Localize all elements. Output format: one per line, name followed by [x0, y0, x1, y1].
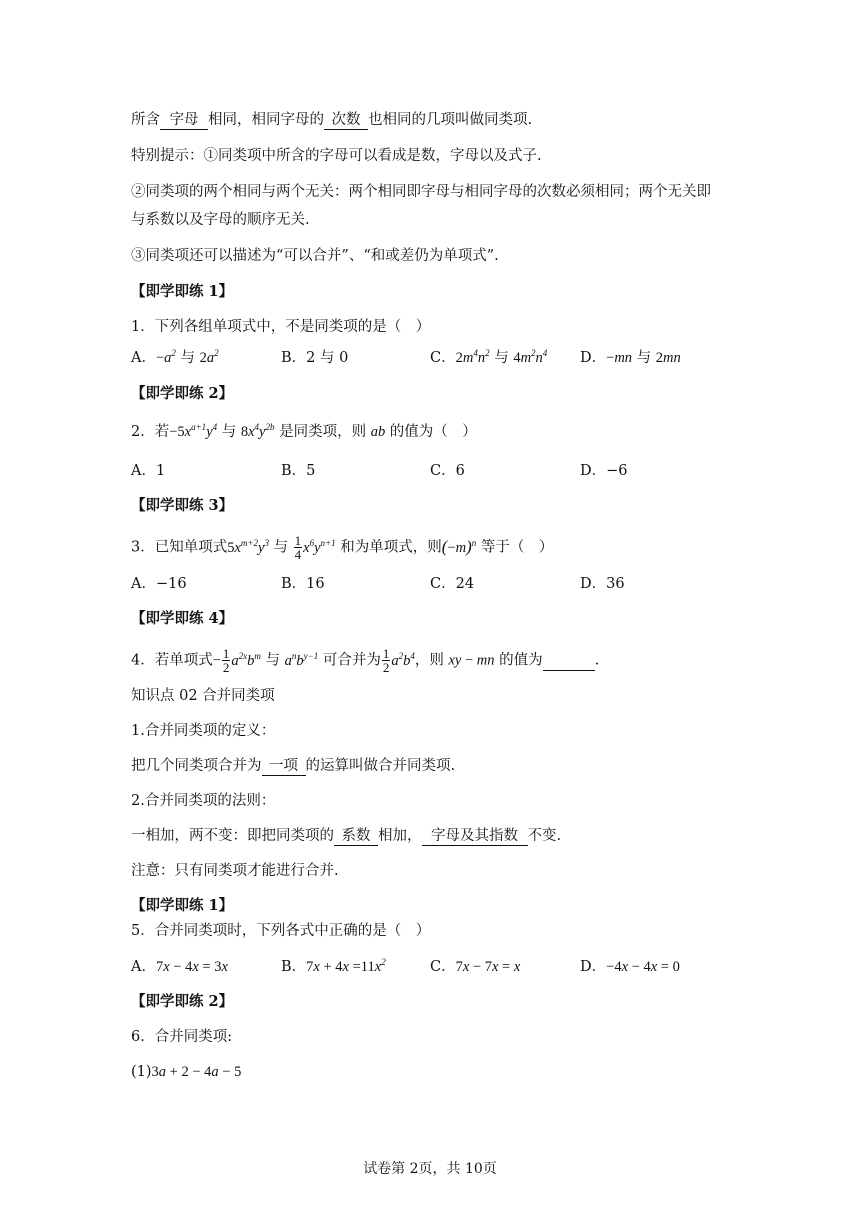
question-6-part-1: (1)3a + 2 − 4a − 5 [131, 1064, 242, 1080]
knowledge-point-title: 知识点 02 合并同类项 [131, 688, 275, 704]
option-d: D．−mn 与 2mn [580, 350, 681, 366]
option-b: B．16 [281, 576, 325, 592]
text-line: 与系数以及字母的顺序无关. [131, 212, 310, 228]
text-line: 一相加，两不变：即把同类项的 系数 相加， 字母及其指数 不变. [131, 828, 562, 844]
option-d: D．−6 [580, 463, 628, 479]
section-heading: 【即学即练 4】 [131, 610, 234, 627]
question-6: 6．合并同类项: [131, 1029, 233, 1045]
answer-blank: 次数 [324, 112, 368, 130]
option-b: B．5 [281, 463, 316, 479]
text-line: ②同类项的两个相同与两个无关：两个相同即字母与相同字母的次数必须相同；两个无关即 [131, 184, 711, 200]
option-b: B．$7x + 4x =11x^2$ [281, 957, 386, 975]
option-a: A．1 [131, 463, 166, 479]
question-2: 2．若$-5x^{a+1}y^4$ 与 $8x^4y^{2b}$ 是同类项，则 ab 的值为（ ） [131, 422, 477, 440]
option-a: A．−16 [131, 576, 187, 592]
option-c: C．6 [430, 463, 465, 479]
question-4: 4．若单项式− $\frac{1}{2}$ $a^{2x}b^m$ 与 $a^nb^{y-1}$ 可合并为 $\frac{1}{2}$ $a^2b^4$，则 xy − mn 的值为 . [131, 646, 600, 675]
section-heading: 【即学即练 2】 [131, 993, 234, 1010]
option-c: C．24 [430, 576, 475, 592]
option-c: C．7x − 7x = x [430, 959, 521, 975]
answer-blank: 一项 [262, 758, 306, 776]
section-heading: 【即学即练 2】 [131, 385, 234, 402]
answer-blank: 字母 [160, 112, 208, 130]
question-3: 3．已知单项式$5x^{m+2}y^3$ 与 $\frac{1}{4}$ $x^6y^{n+1}$ 和为单项式，则$(-m)^n$ 等于（ ） [131, 533, 554, 562]
section-heading: 【即学即练 3】 [131, 497, 234, 514]
text-line: 所含 字母 相同，相同字母的 次数 也相同的几项叫做同类项. [131, 112, 533, 128]
text-line: 把几个同类项合并为 一项 的运算叫做合并同类项. [131, 758, 456, 774]
section-heading: 【即学即练 1】 [131, 283, 234, 300]
option-c: C．$2m^4n^2$ 与 $4m^2n^4$ [430, 348, 548, 366]
section-heading: 【即学即练 1】 [131, 897, 234, 914]
option-a: A．$-a^2$ 与 $2a^2$ [131, 348, 219, 366]
fill-blank [543, 653, 595, 671]
text-line: ③同类项还可以描述为“可以合并”、“和或差仍为单项式”. [131, 248, 499, 264]
text-line: 2.合并同类项的法则： [131, 793, 276, 809]
option-a: A．7x − 4x = 3x [131, 959, 228, 975]
answer-blank: 系数 [334, 828, 378, 846]
question-5: 5．合并同类项时，下列各式中正确的是（ ） [131, 923, 431, 939]
text-line: 特别提示：①同类项中所含的字母可以看成是数，字母以及式子. [131, 148, 542, 164]
text-line: 1.合并同类项的定义： [131, 723, 276, 739]
text-line: 注意：只有同类项才能进行合并. [131, 863, 339, 879]
question-1: 1．下列各组单项式中，不是同类项的是（ ） [131, 319, 431, 335]
page-footer: 试卷第 2页，共 10页 [363, 1161, 497, 1177]
option-d: D．−4x − 4x = 0 [580, 959, 680, 975]
option-b: B．2 与 0 [281, 350, 349, 366]
answer-blank: 字母及其指数 [422, 828, 528, 846]
option-d: D．36 [580, 576, 625, 592]
